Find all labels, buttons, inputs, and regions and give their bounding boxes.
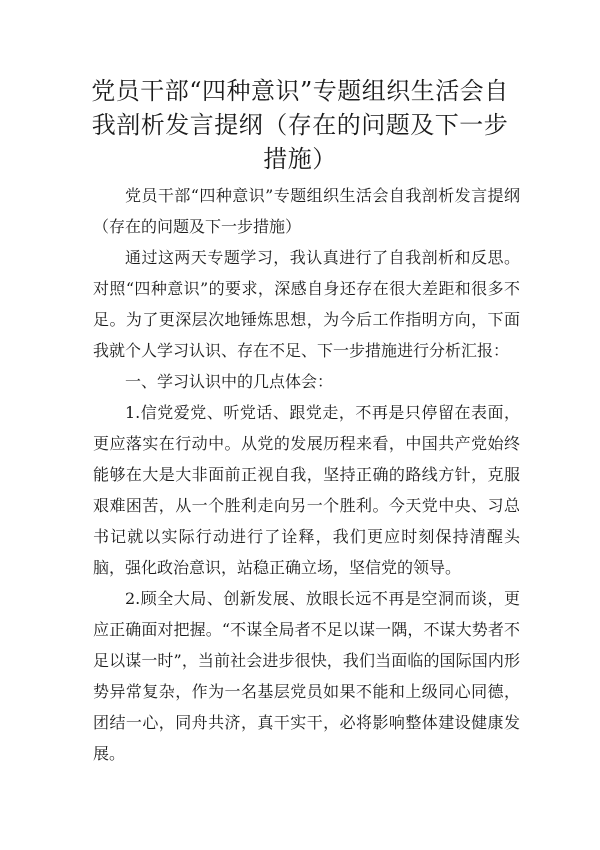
section-heading: 一、学习认识中的几点体会： bbox=[125, 372, 334, 391]
paragraph-reflection: 通过这两天专题学习，我认真进行了自我剖析和反思。对照“四种意识”的要求，深感自身还存在很大差距和很多不足。为了更深层次地锤炼思想，为今后工作指明方向，下面我就个人学习认识、存在不足、下一步措施进行分析汇报： bbox=[93, 248, 520, 360]
paragraph-point-2: 2.顾全大局、创新发展、放眼长远不再是空洞而谈，更应正确面对把握。“不谋全局者不足以谋一隅，不谋大势者不足以谋一时”，当前社会进步很快，我们当面临的国际国内形势异常复杂，作为一名基层党员如果不能和上级同心同德，团结一心，同舟共济，真干实干，必将影响整体建设健康发展。 bbox=[93, 589, 520, 763]
document-title: 党员干部“四种意识”专题组织生活会自我剖析发言提纲（存在的问题及下一步措施） bbox=[91, 77, 509, 173]
document-body bbox=[93, 180, 520, 769]
intro-paragraph: 党员干部“四种意识”专题组织生活会自我剖析发言提纲（存在的问题及下一步措施） bbox=[93, 186, 520, 236]
paragraph-point-1: 1.信党爱党、听党话、跟党走，不再是只停留在表面，更应落实在行动中。从党的发展历程来看，中国共产党始终能够在大是大非面前正视自我，坚持正确的路线方针，克服艰难困苦，从一个胜利走向另一个胜利。今天党中央、习总书记就以实际行动进行了诠释，我们更应时刻保持清醒头脑，强化政治意识，站稳正确立场，坚信党的领导。 bbox=[93, 403, 520, 577]
